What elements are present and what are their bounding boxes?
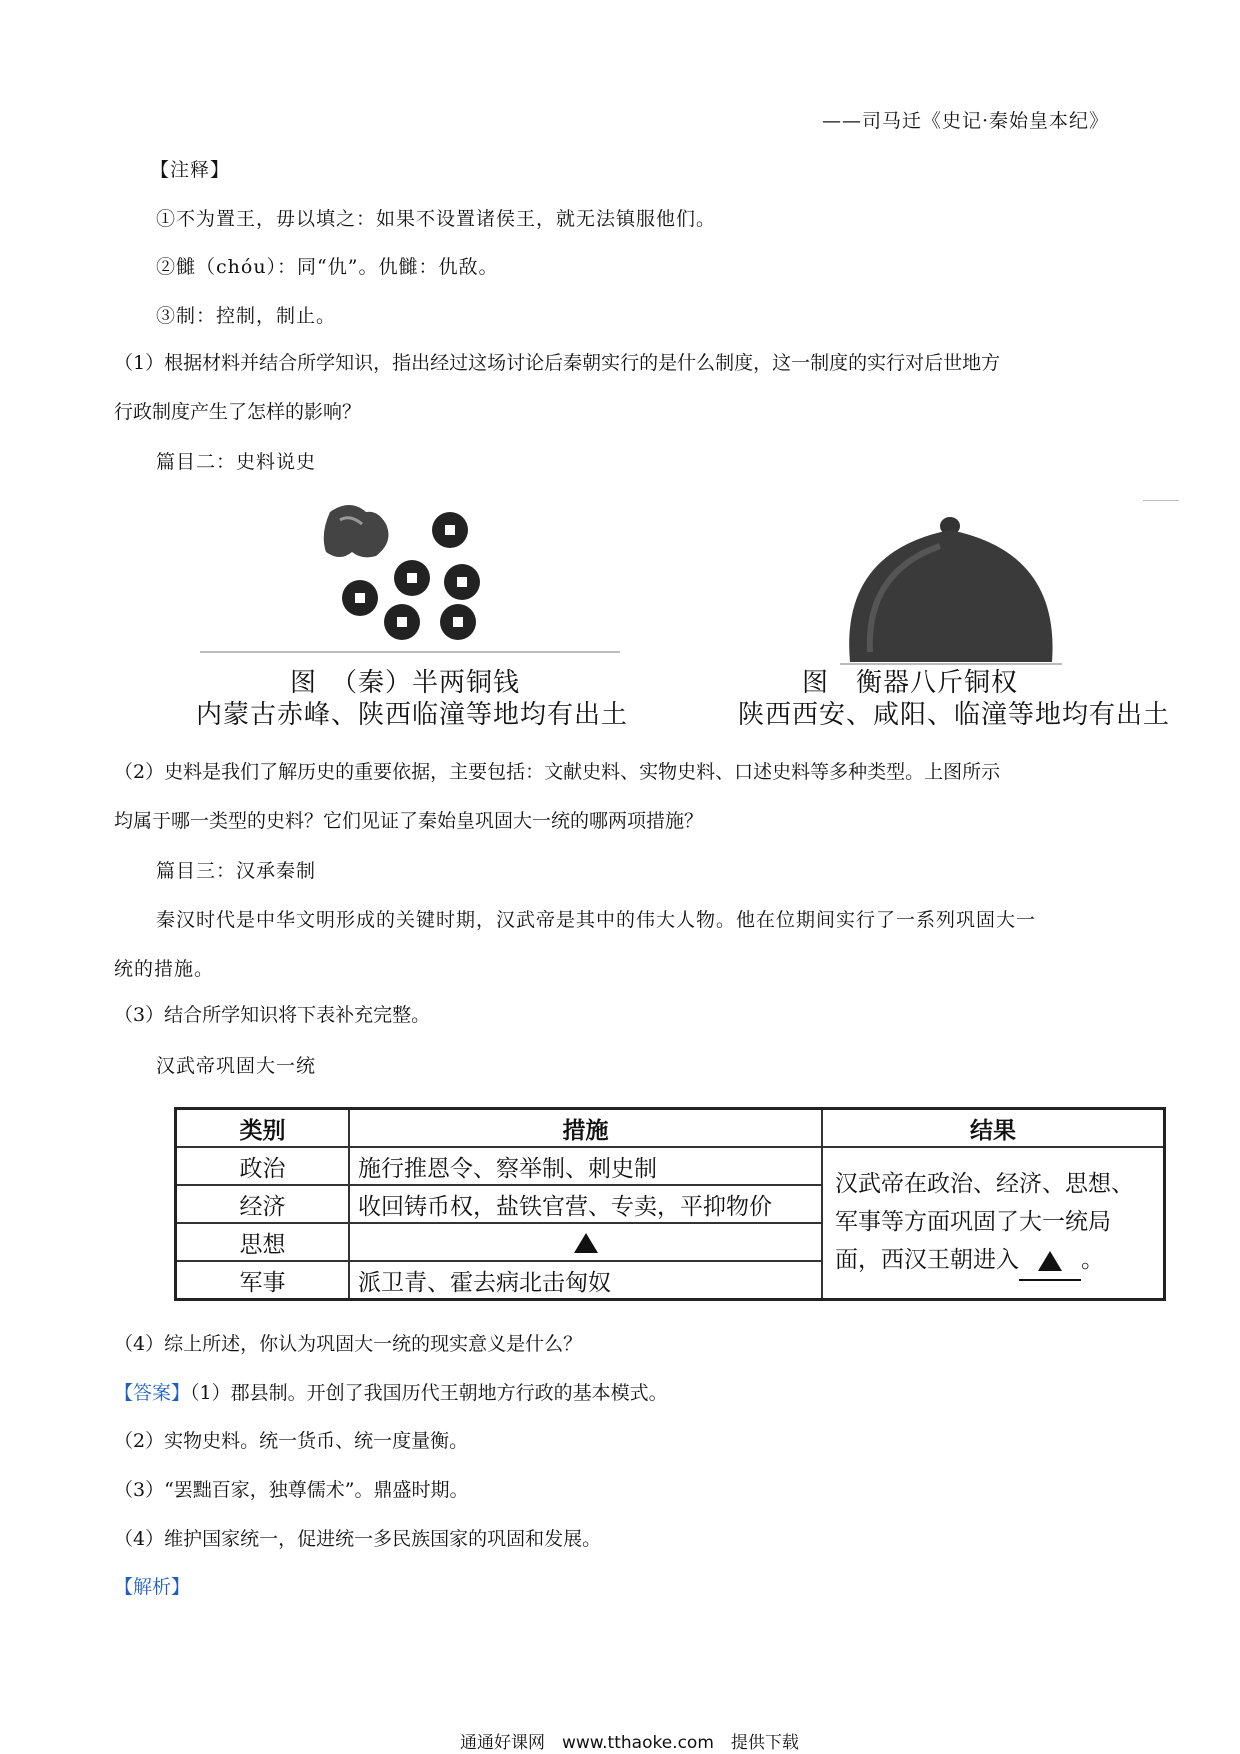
note-3: ③制：控制，制止。 (156, 305, 337, 327)
row-measure: 收回铸币权，盐铁官营、专卖，平抑物价 (349, 1185, 822, 1223)
question-1-line1: （1）根据材料并结合所学知识，指出经过这场讨论后秦朝实行的是什么制度，这一制度的实行对后世地方 (114, 352, 1001, 374)
analysis-label: 【解析】 (114, 1576, 191, 1598)
row-category: 经济 (176, 1185, 350, 1223)
section-2-title: 篇目二：史料说史 (156, 451, 317, 473)
row-category: 军事 (176, 1261, 350, 1300)
question-2-line2: 均属于哪一类型的史料？它们见证了秦始皇巩固大一统的哪两项措施？ (114, 810, 704, 832)
note-1: ①不为置王，毋以填之：如果不设置诸侯王，就无法镇服他们。 (156, 208, 717, 230)
question-2-line1: （2）史料是我们了解历史的重要依据，主要包括：文献史料、实物史料、口述史料等多种类型。上图所示 (114, 761, 1001, 783)
divider (1143, 500, 1179, 501)
row-category: 政治 (176, 1147, 350, 1185)
question-1-line2: 行政制度产生了怎样的影响？ (114, 401, 362, 423)
coins-image (190, 490, 630, 690)
triangle-icon (574, 1233, 598, 1253)
answer-2: （2）实物史料。统一货币、统一度量衡。 (114, 1430, 469, 1452)
table-row (176, 1147, 1165, 1185)
paragraph-3-line1: 秦汉时代是中华文明形成的关键时期，汉武帝是其中的伟大人物。他在位期间实行了一系列巩固大一 (156, 909, 1037, 931)
answer-line-1 (114, 1380, 668, 1406)
triangle-icon (1038, 1251, 1062, 1271)
header-category: 类别 (176, 1109, 350, 1148)
answer-label: 【答案】 (114, 1382, 191, 1404)
result-text: 汉武帝在政治、经济、思想、军事等方面巩固了大一统局面，西汉王朝进入 (835, 1171, 1134, 1273)
row-measure: 施行推恩令、察举制、刺史制 (349, 1147, 822, 1185)
answer-blank (1019, 1241, 1081, 1281)
header-result: 结果 (822, 1109, 1165, 1148)
result-cell (822, 1147, 1165, 1300)
section-3-title: 篇目三：汉承秦制 (156, 860, 317, 882)
row-measure: 派卫青、霍去病北击匈奴 (349, 1261, 822, 1300)
footer-link[interactable]: 通通好课网 www.tthaoke.com 提供下载 (460, 1733, 799, 1753)
figure-left-caption-2: 内蒙古赤峰、陕西临潼等地均有出土 (196, 700, 629, 730)
figure-right-caption-2: 陕西西安、咸阳、临潼等地均有出土 (738, 700, 1171, 730)
table-title: 汉武帝巩固大一统 (156, 1055, 317, 1077)
paragraph-3-line2: 统的措施。 (114, 958, 215, 980)
question-3: （3）结合所学知识将下表补充完整。 (114, 1004, 431, 1026)
header-measure: 措施 (349, 1109, 822, 1148)
weight-image (830, 512, 1070, 672)
figure-left-caption-1: 图 （秦）半两铜钱 (290, 668, 521, 698)
figure-right-caption-1: 图 衡器八斤铜权 (802, 668, 1019, 698)
row-measure-blank (349, 1223, 822, 1261)
answer-1: （1）郡县制。开创了我国历代王朝地方行政的基本模式。 (190, 1382, 668, 1404)
note-2: ②雠（chóu）：同“仇”。仇雠：仇敌。 (156, 256, 499, 278)
answer-4: （4）维护国家统一，促进统一多民族国家的巩固和发展。 (114, 1528, 602, 1550)
notes-heading: 【注释】 (150, 159, 231, 181)
measures-table (174, 1107, 1166, 1301)
source-citation: ——司马迁《史记·秦始皇本纪》 (822, 110, 1110, 132)
bronze-lump-shape (324, 505, 389, 557)
question-4: （4）综上所述，你认为巩固大一统的现实意义是什么？ (114, 1333, 583, 1355)
row-category: 思想 (176, 1223, 350, 1261)
answer-3: （3）“罢黜百家，独尊儒术”。鼎盛时期。 (114, 1479, 469, 1501)
result-end: 。 (1081, 1247, 1104, 1273)
